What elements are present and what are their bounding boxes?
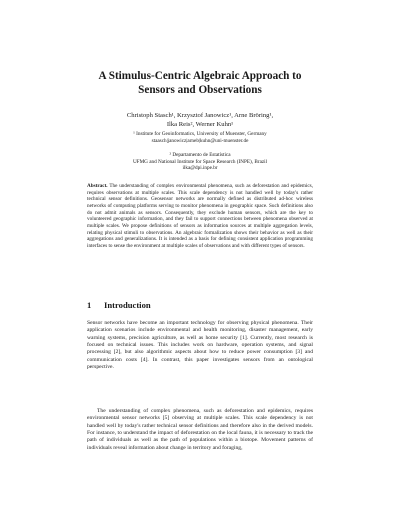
abstract (87, 183, 313, 250)
affiliation-email: staasch|janowicz|arneb|kuhn@uni-muenster.de (151, 137, 249, 144)
affiliation-1 (70, 131, 330, 144)
paper-title (60, 69, 340, 97)
affiliation-name: ¹ Institute for Geoinformatics, University of Muenster, Germany (133, 131, 267, 137)
authors-line: Christoph Stasch¹, Krzysztof Janowicz¹, Arne Bröring¹, (126, 112, 274, 119)
authors-line: Ilka Reis², Werner Kuhn¹ (166, 121, 234, 128)
section-heading (87, 300, 317, 311)
section-title: Introduction (104, 300, 151, 310)
affiliation-email: ilka@dpi.inpe.br (182, 165, 218, 172)
abstract-label: Abstract. (87, 183, 108, 189)
affiliation-name: ² Departamento de Estatística (169, 152, 231, 158)
body-paragraph: Sensor networks have become an important technology for observing physical phenomena. Their application scenarios include environmental and health monitoring, disaster management, early warning systems, precision agriculture, as well as home security [1]. Currently, most research is focused on technical issues. This includes work on hardware, operation systems, and signal processing [2], but also algorithmic aspects about how to reduce power consumption [3] and communication costs [4]. In contrast, this paper investigates sensors from an ontological perspective. (87, 320, 313, 371)
affiliation-institution: UFMG and National Institute for Space Research (INPE), Brazil (132, 158, 268, 165)
author-list (60, 111, 340, 129)
title-line: A Stimulus-Centric Algebraic Approach to (98, 70, 302, 82)
body-paragraph: The understanding of complex phenomena, such as deforestation and epidemics, requires environmental sensor networks [5] observing at multiple scales. This scale dependency is not handled well by today's rather technical sensor definitions and therefore also in the derived models. For instance, to understand the impact of deforestation on the local fauna, it is necessary to track the path of individuals as well as the path of populations within a biotope. Movement patterns of individuals reveal information about change in territory and foraging, (87, 408, 313, 451)
affiliation-2 (70, 152, 330, 172)
abstract-text: The understanding of complex environmental phenomena, such as deforestation and epidemics, requires observations at multiple scales. This scale dependency is not handled well by today's rather technical sensor definitions. Geosensor networks are normally defined as distributed ad-hoc wireless networks of computing platforms serving to monitor phenomena in geographic space. Such definitions also do not admit animals as sensors. Consequently, they exclude human sensors, which are the key to volunteered geographic information, and they fail to support connections between phenomena observed at multiple scales. We propose definitions of sensors as information sources at multiple aggregation levels, relating physical stimuli to observations. An algebraic formalization shows their behavior as well as their aggregations and generalizations. It is intended as a basis for defining consistent application programming interfaces to sense the environment at multiple scales of observations and with different types of sensors. (87, 183, 313, 249)
title-line: Sensors and Observations (138, 84, 262, 96)
section-number: 1 (87, 300, 92, 310)
